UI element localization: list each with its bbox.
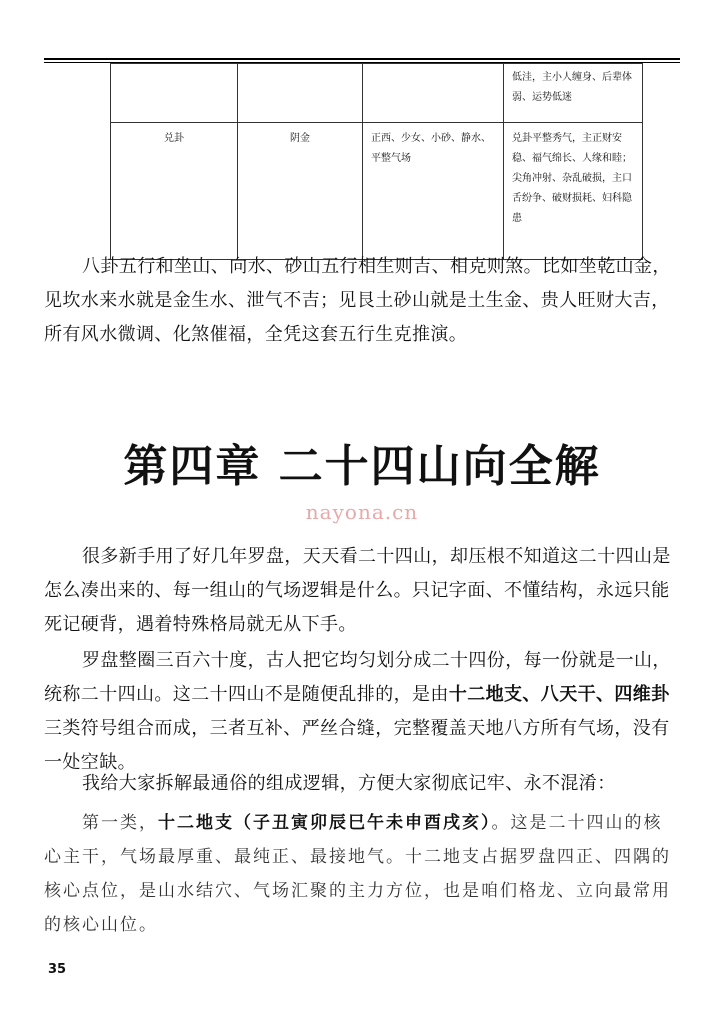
paragraph-text: 第一类， — [82, 813, 158, 833]
trigram-cell — [111, 64, 238, 123]
bold-text: 十二地支（子丑寅卯辰巳午未申酉戌亥） — [158, 813, 492, 833]
image-cell — [363, 64, 504, 123]
table-row — [111, 64, 643, 123]
effect-cell: 兑卦平整秀气，主正财安稳、福气绵长、人缘和睦；尖角冲射、杂乱破损，主口舌纷争、破财损耗、妇科隐患 — [504, 123, 643, 260]
chapter-title: 第四章 二十四山向全解 — [123, 441, 601, 492]
body-paragraph-3: 我给大家拆解最通俗的组成逻辑，方便大家彻底记牢、永不混淆： — [82, 773, 616, 794]
intro-paragraph: 八卦五行和坐山、向水、砂山五行相生则吉、相克则煞。比如坐乾山金，见坎水来水就是金生水、泄气不吉；见艮土砂山就是土生金、贵人旺财大吉，所有风水微调、化煞催福，全凭这套五行生克推演。 — [44, 256, 671, 345]
header-rule-thick — [44, 58, 680, 60]
body-paragraph-4 — [44, 806, 680, 942]
paragraph-text: 三类符号组合而成，三者互补、严丝合缝，完整覆盖天地八方所有气场，没有一处空缺。 — [44, 718, 670, 773]
trigram-table — [110, 63, 643, 260]
element-cell: 阴金 — [238, 123, 363, 260]
body-paragraph-1: 很多新手用了好几年罗盘，天天看二十四山，却压根不知道这二十四山是怎么凑出来的、每一组山的气场逻辑是什么。只记字面、不懂结构，永远只能死记硬背，遇着特殊格局就无从下手。 — [44, 546, 671, 635]
body-paragraph-2 — [44, 644, 680, 780]
paragraph-text: 。这是二十四山的核心主干，气场最厚重、最纯正、最接地气。十二地支占据罗盘四正、四隅的核心点位，是山水结穴、气场汇聚的主力方位，也是咱们格龙、立向最常用的核心山位。 — [44, 813, 671, 935]
effect-cell: 低洼，主小人缠身、后辈体弱、运势低迷 — [504, 64, 643, 123]
bold-text: 十二地支、八天干、四维卦 — [448, 684, 670, 705]
watermark-text: nayona.cn — [305, 500, 419, 524]
table-row — [111, 123, 643, 260]
paragraph-text: 罗盘整圈三百六十度，古人把它均匀划分成二十四份，每一份就是一山，统称二十四山。这二十四山不是随便乱排的，是由 — [44, 650, 671, 705]
trigram-cell: 兑卦 — [111, 123, 238, 260]
page-number: 35 — [48, 962, 67, 977]
element-cell — [238, 64, 363, 123]
image-cell: 正西、少女、小砂、静水、平整气场 — [363, 123, 504, 260]
